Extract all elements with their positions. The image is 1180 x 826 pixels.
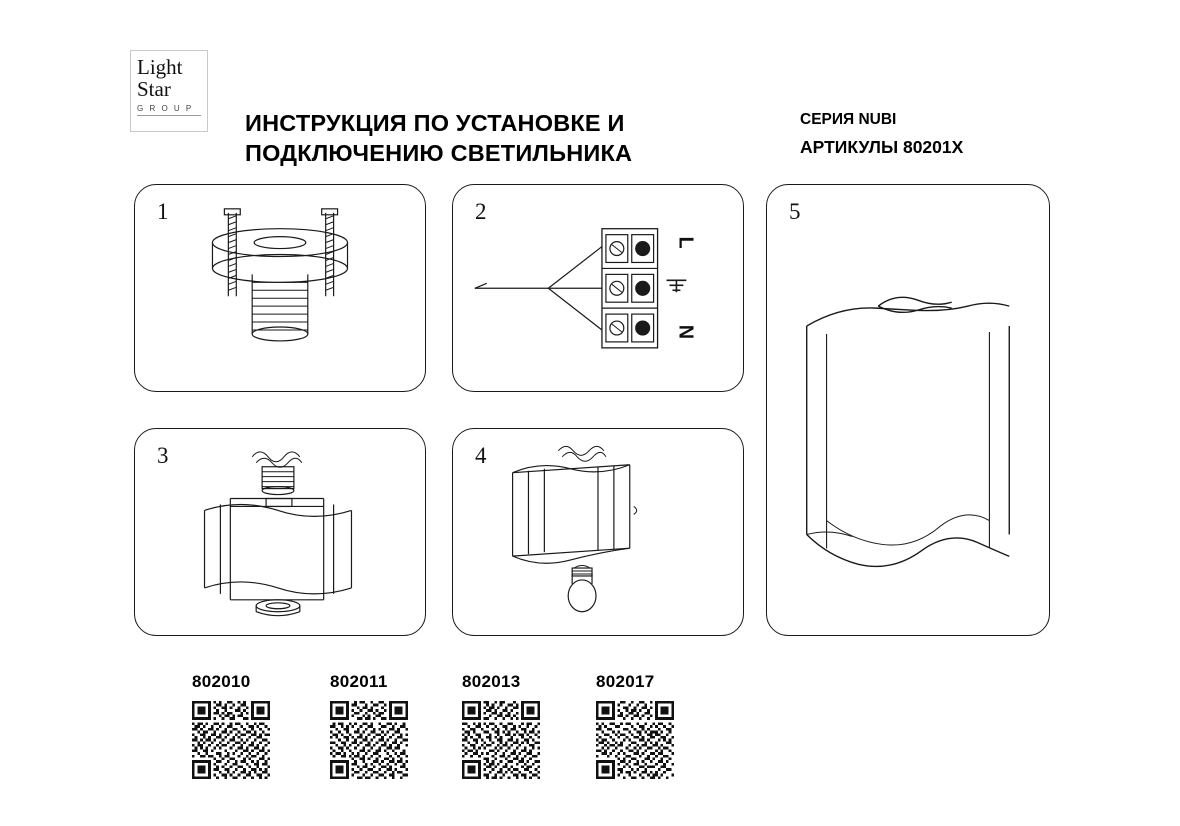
step-number-5: 5 (789, 199, 801, 224)
brand-logo (130, 50, 208, 132)
figure-terminal-block-wiring (453, 185, 743, 392)
product-code-label: 802010 (192, 672, 251, 691)
product-code-item (330, 672, 470, 779)
step-panel-1 (134, 184, 426, 392)
step-number-4: 4 (475, 443, 487, 468)
series-label: СЕРИЯ NUBI (800, 111, 897, 128)
qr-code-802010 (192, 701, 270, 779)
product-code-label: 802011 (330, 672, 388, 691)
qr-code-802013 (462, 701, 540, 779)
terminal-label-neutral: N (674, 324, 697, 340)
product-code-item (462, 672, 602, 779)
step-panel-5 (766, 184, 1050, 636)
product-code-item (192, 672, 332, 779)
figure-ceiling-mount (135, 185, 425, 392)
article-label: АРТИКУЛЫ 80201Х (800, 137, 964, 157)
logo-line-star: Star (137, 77, 171, 101)
product-code-list (134, 672, 750, 802)
qr-code-802017 (596, 701, 674, 779)
step-number-3: 3 (157, 443, 169, 468)
figure-finished-lamp (767, 185, 1049, 634)
logo-line-light: Light (137, 55, 183, 79)
product-code-item (596, 672, 736, 779)
product-code-label: 802013 (462, 672, 521, 691)
step-number-1: 1 (157, 199, 169, 224)
step-number-2: 2 (475, 199, 487, 224)
step-panel-4 (452, 428, 744, 636)
qr-code-802011 (330, 701, 408, 779)
step-panel-3 (134, 428, 426, 636)
page-title: ИНСТРУКЦИЯ ПО УСТАНОВКЕ И ПОДКЛЮЧЕНИЮ СВЕТИЛЬНИКА (245, 110, 633, 166)
figure-shade-install (135, 429, 425, 636)
logo-divider (137, 115, 201, 116)
figure-bulb-install (453, 429, 743, 636)
step-panel-2 (452, 184, 744, 392)
series-info (800, 110, 1050, 157)
product-code-label: 802017 (596, 672, 655, 691)
document-header (130, 50, 1050, 166)
terminal-label-live: L (674, 236, 697, 249)
logo-line-group: G R O U P (137, 104, 194, 113)
